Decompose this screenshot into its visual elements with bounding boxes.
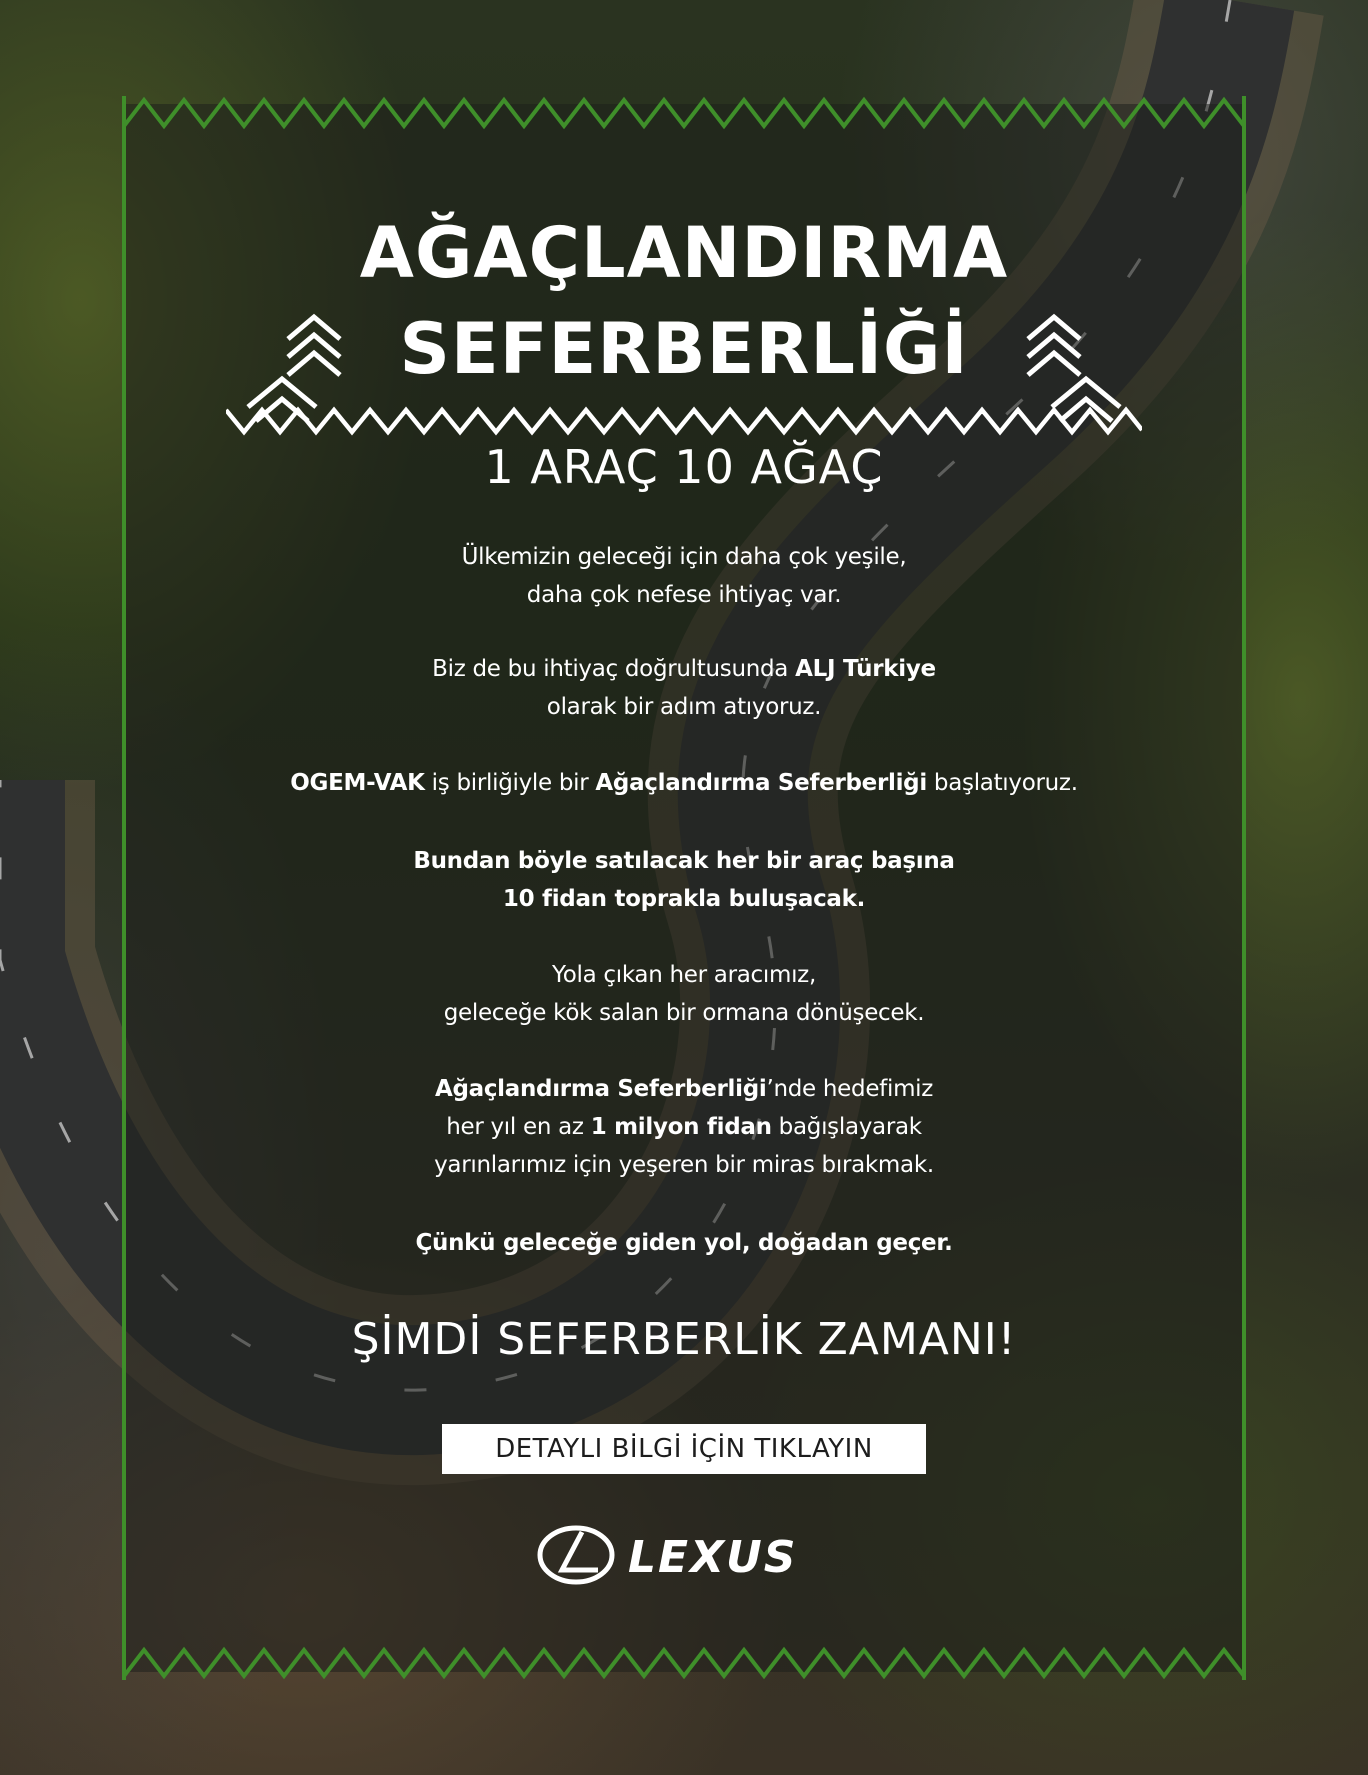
subtitle: 1 ARAÇ 10 AĞAÇ — [484, 440, 884, 494]
paragraph-6-line-1-bold: Ağaçlandırma Seferberliği — [434, 1076, 767, 1102]
paragraph-5-line-2: geleceğe kök salan bir ormana dönüşecek. — [443, 1000, 925, 1026]
paragraph-6-line-2-bold: 1 milyon fidan — [590, 1114, 772, 1140]
paragraph-3-bold-1: OGEM-VAK — [290, 770, 425, 796]
paragraph-6-line-3: yarınlarımız için yeşeren bir miras bırakmak. — [434, 1152, 934, 1178]
paragraph-4-line-2: 10 fidan toprakla buluşacak. — [502, 886, 866, 912]
paragraph-3 — [124, 764, 1244, 802]
paragraph-6-line-2-text-2: bağışlayarak — [771, 1114, 922, 1140]
lexus-logo — [536, 1522, 832, 1588]
paragraph-4-line-1: Bundan böyle satılacak her bir araç başına — [413, 848, 955, 874]
headline-line-1: AĞAÇLANDIRMA — [359, 212, 1009, 294]
paragraph-3-bold-2: Ağaçlandırma Seferberliği — [595, 770, 927, 796]
lexus-emblem-icon — [540, 1528, 612, 1582]
paragraph-4 — [124, 842, 1244, 918]
paragraph-6-line-1-text: ’nde hedefimiz — [766, 1076, 934, 1102]
details-button[interactable]: DETAYLI BİLGİ İÇİN TIKLAYIN — [442, 1424, 926, 1474]
paragraph-1-line-2: daha çok nefese ihtiyaç var. — [526, 582, 842, 608]
paragraph-6-line-2-text-1: her yıl en az — [446, 1114, 591, 1140]
cta-heading: ŞİMDİ SEFERBERLİK ZAMANI! — [351, 1314, 1017, 1365]
headline-line-2: SEFERBERLİĞİ — [399, 308, 969, 390]
paragraph-5-line-1: Yola çıkan her aracımız, — [552, 962, 816, 988]
paragraph-5 — [124, 956, 1244, 1032]
paragraph-3-text-1: iş birliğiyle bir — [424, 770, 596, 796]
lexus-wordmark: LEXUS — [628, 1532, 798, 1583]
paragraph-1-line-1: Ülkemizin geleceği için daha çok yeşile, — [461, 544, 907, 570]
headline-zigzag-divider — [226, 404, 1142, 438]
paragraph-2 — [124, 650, 1244, 726]
paragraph-2-line-2: olarak bir adım atıyoruz. — [546, 694, 822, 720]
paragraph-7 — [124, 1224, 1244, 1262]
paragraph-7-bold: Çünkü geleceğe giden yol, doğadan geçer. — [415, 1230, 953, 1256]
paragraph-2-line-1-text: Biz de bu ihtiyaç doğrultusunda — [432, 656, 796, 682]
paragraph-2-line-1-bold: ALJ Türkiye — [795, 656, 936, 682]
paragraph-6 — [124, 1070, 1244, 1184]
paragraph-1 — [124, 538, 1244, 614]
content — [124, 104, 1244, 1672]
paragraph-3-text-2: başlatıyoruz. — [926, 770, 1078, 796]
